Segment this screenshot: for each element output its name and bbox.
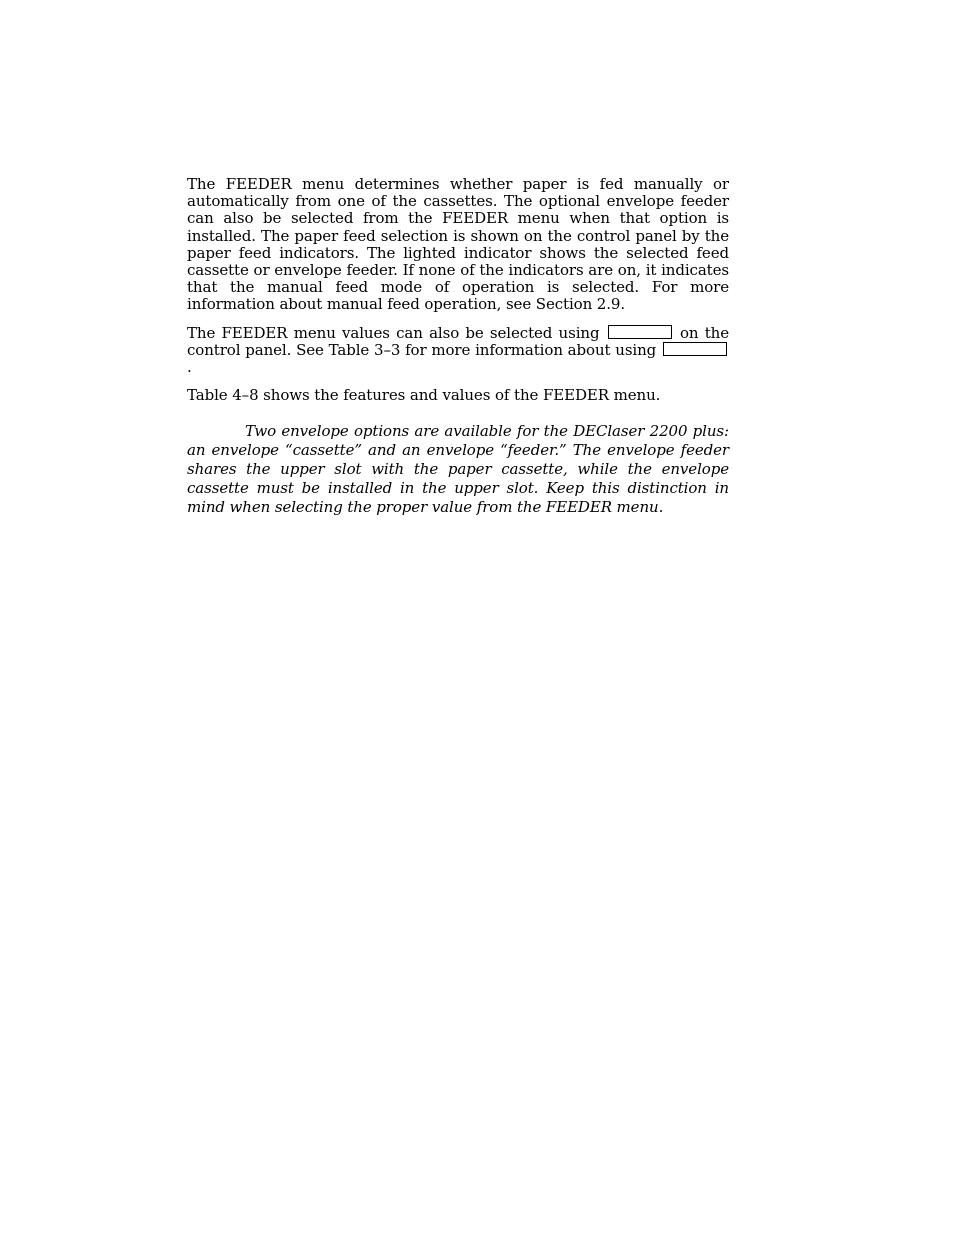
control-panel-key-box-2 — [663, 342, 727, 356]
document-body — [187, 176, 729, 531]
intro-paragraph: The FEEDER menu determines whether paper is fed manually or automatically from one of the cassettes. The optional envelope feeder can also be selected from the FEEDER menu when that option is installed. The paper feed selection is shown on the control panel by the paper feed indicators. The lighted indicator shows the selected feed cassette or envelope feeder. If none of the indicators are on, it indicates that the manual feed mode of operation is selected. For more information about manual feed operation, see Section 2.9. — [187, 175, 729, 314]
feeder-values-text-3: . — [187, 358, 192, 377]
envelope-note-text: Two envelope options are available for the DEClaser 2200 plus: an envelope “cassette” and an envelope “feeder.” The envelope feeder shares the upper slot with the paper cassette, while the envelope cassette must be installed in the upper slot. Keep this distinction in mind when selecting the proper value from the FEEDER menu. — [187, 422, 729, 516]
control-panel-key-box — [608, 325, 672, 339]
feeder-values-text-2: on the control panel. See Table 3–3 for more information about using — [187, 323, 730, 359]
envelope-note — [187, 422, 729, 516]
feeder-values-paragraph — [187, 325, 729, 377]
feeder-values-text-1: The FEEDER menu values can also be selected using — [187, 323, 600, 342]
table-reference-paragraph: Table 4–8 shows the features and values of the FEEDER menu. — [187, 386, 661, 405]
